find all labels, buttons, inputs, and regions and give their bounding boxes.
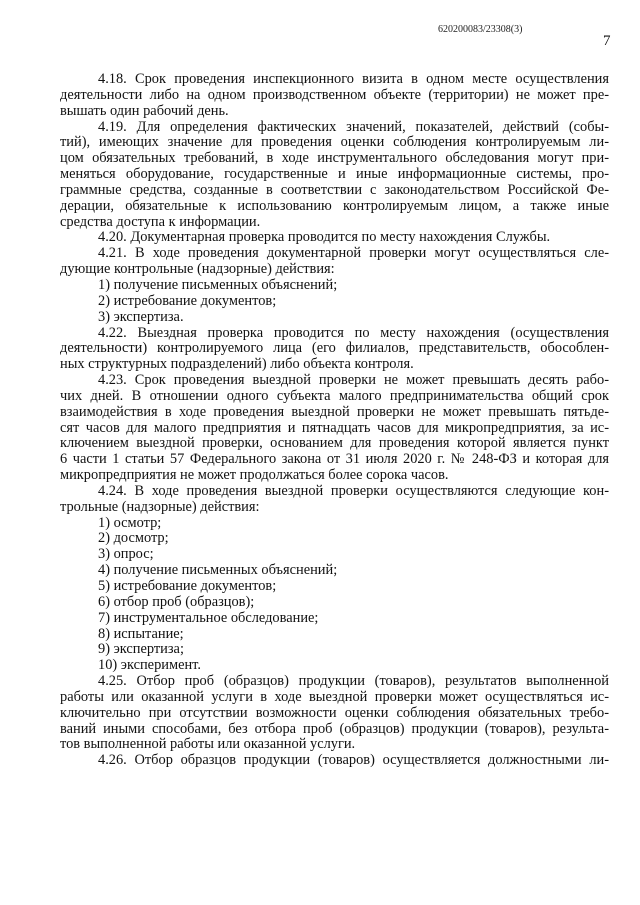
text-line: 1) осмотр; (98, 514, 162, 531)
text-line: дерации, обязательные к использованию контролируемым лицом, а также иные (60, 197, 609, 214)
text-line: 5) истребование документов; (98, 578, 277, 594)
text-line: меняться оборудование, государственные и иные информационные системы, про- (60, 166, 609, 183)
text-line: тов выполненной работы или оказанной услуги. (60, 736, 356, 753)
text-line: 4.19. Для определения фактических значений, показателей, действий (собы- (98, 118, 609, 135)
text-line: микропредприятия не может продолжаться более сорока часов. (60, 467, 449, 484)
text-line: 10) эксперимент. (98, 657, 201, 674)
text-line: 3) экспертиза. (98, 308, 184, 325)
text-line: 4.22. Выездная проверка проводится по месту нахождения (осуществления (98, 324, 609, 341)
text-line: 4.24. В ходе проведения выездной проверки осуществляются следующие кон- (98, 482, 609, 499)
text-line: сят часов для малого предприятия и пятнадцать часов для микропредприятия, за ис- (60, 419, 609, 436)
text-line: 4.26. Отбор образцов продукции (товаров) осуществляется должностными ли- (98, 752, 609, 769)
text-line: 4.18. Срок проведения инспекционного визита в одном месте осуществления (98, 71, 609, 87)
text-line: вышать один рабочий день. (60, 102, 229, 119)
text-line: 4.21. В ходе проведения документарной проверки могут осуществляться сле- (98, 245, 609, 262)
text-line: ных структурных подразделений) либо объекта контроля. (60, 356, 414, 373)
document-number: 620200083/23308(3) (438, 24, 523, 35)
text-line: 6) отбор проб (образцов); (98, 593, 255, 610)
text-line: 7) инструментальное обследование; (98, 609, 319, 626)
text-line: 1) получение письменных объяснений; (98, 276, 338, 293)
text-line: чих дней. В отношении одного субъекта малого предпринимательства общий срок (60, 387, 609, 404)
text-line: 4.23. Срок проведения выездной проверки не может превышать десять рабо- (98, 372, 609, 389)
text-line: деятельности либо на одном производственном объекте (территории) не может пре- (60, 86, 609, 103)
text-line: дующие контрольные (надзорные) действия: (60, 261, 335, 278)
page-number: 7 (603, 33, 611, 49)
text-line: тий), имеющих значение для проведения оценки соблюдения контролируемым ли- (60, 134, 609, 151)
document-body (60, 72, 609, 769)
text-line: 2) истребование документов; (98, 292, 277, 309)
text-line: трольные (надзорные) действия: (60, 498, 260, 515)
text-line: работы или оказанной услуги в ходе выездной проверки может осуществляться ис- (60, 688, 609, 705)
text-line: цом обязательных требований, в ходе инструментального обследования могут при- (60, 150, 609, 167)
text-line: 4.25. Отбор проб (образцов) продукции (товаров), результатов выполненной (98, 673, 609, 690)
text-line: граммные средства, созданные в соответствии с законодательством Российской Фе- (60, 181, 609, 198)
text-line: деятельности) контролируемого лица (его филиалов, представительств, обособлен- (60, 340, 609, 357)
text-line: 8) испытание; (98, 625, 184, 642)
text-line: средства доступа к информации. (60, 213, 261, 230)
text-line: 2) досмотр; (98, 530, 169, 547)
text-line: ваний иными способами, без отбора проб (образцов) продукции (товаров), результа- (60, 720, 609, 737)
text-line: 9) экспертиза; (98, 641, 184, 658)
text-line: взаимодействия в ходе проведения выездной проверки не может превышать пятьде- (60, 403, 609, 420)
text-line: 6 части 1 статьи 57 Федерального закона от 31 июля 2020 г. № 248-ФЗ и которая для (60, 451, 609, 468)
text-line: ключительно при отсутствии возможности оценки соблюдения обязательных требо- (60, 704, 609, 721)
text-line: 4) получение письменных объяснений; (98, 562, 338, 579)
text-line: ключением выездной проверки, основанием для проведения которой является пункт (60, 435, 609, 452)
text-line: 4.20. Документарная проверка проводится по месту нахождения Службы. (98, 229, 551, 246)
text-line: 3) опрос; (98, 546, 154, 563)
